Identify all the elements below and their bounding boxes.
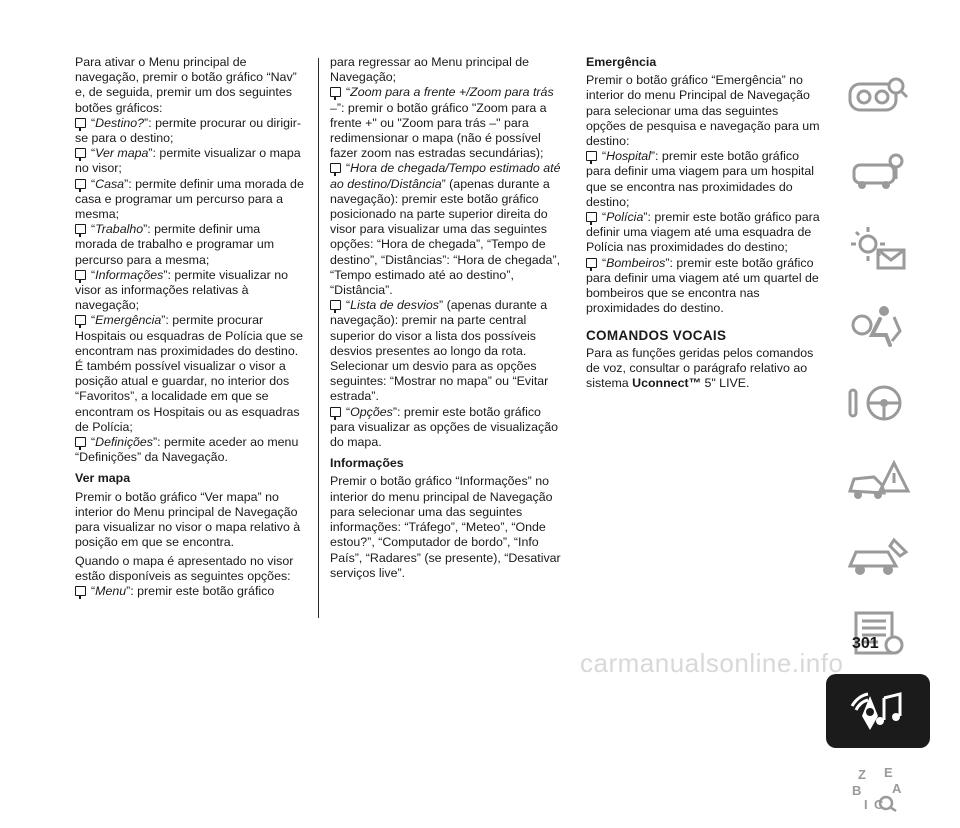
item-text: : permite visualizar o mapa no visor; <box>75 146 301 176</box>
intro-paragraph: Para ativar o Menu principal de navegação, premir o botão gráfico “Nav” e, de seguida, premir um dos seguintes botões gráficos: <box>75 55 297 115</box>
checkbox-bullet-icon <box>75 118 86 128</box>
item-label: Opções <box>350 404 393 419</box>
paragraph: Quando o mapa é apresentado no visor estão disponíveis as seguintes opções: <box>75 553 294 583</box>
list-item: “Informações”: permite visualizar no visor as informações relativas à navegação; <box>75 267 288 313</box>
list-item: “Lista de desvios” (apenas durante a navegação): premir na parte central superior do visor a lista dos possíveis desvios presentes ao longo da rota. Selecionar um desvio para as opções seguintes: “Mostrar no mapa” ou “Evitar estrada”. <box>330 298 549 404</box>
svg-text:Z: Z <box>858 767 866 782</box>
checkbox-bullet-icon <box>586 258 597 268</box>
item-text: : premir este botão gráfico para visualizar as opções de visualização do mapa. <box>330 404 558 450</box>
item-label: Emergência <box>95 313 162 328</box>
list-item: “Menu”: premir este botão gráfico <box>75 584 305 599</box>
list-item: “Hospital”: premir este botão gráfico para definir uma viagem para um hospital que se encontra nas proximidades do destino; <box>586 149 814 209</box>
list-item: “Opções”: premir este botão gráfico para visualizar as opções de visualização do mapa. <box>330 404 558 450</box>
checkbox-bullet-icon <box>586 151 597 161</box>
text-column-1 <box>75 55 305 599</box>
section-heading: Informações <box>330 456 404 471</box>
svg-text:E: E <box>884 765 893 780</box>
chapter-tabs-sidebar <box>826 58 930 828</box>
item-text: (apenas durante a navegação): premir na parte central superior do visor a lista dos possíveis desvios presentes ao longo da rota. Selecionar um desvio para as opções seguintes: “Mostrar no mapa” ou “Evitar estrada”. <box>330 298 549 404</box>
section-heading: Ver mapa <box>75 471 131 486</box>
list-item: “Trabalho”: permite definir uma morada de trabalho e programar um percurso para a mesma; <box>75 222 275 267</box>
item-label: Informações <box>95 267 164 282</box>
tab-keys[interactable] <box>826 135 930 209</box>
svg-text:B: B <box>852 783 862 798</box>
list-item: “Polícia”: premir este botão gráfico para definir uma viagem até uma esquadra de Polícia nas proximidades do destino; <box>586 210 820 255</box>
svg-text:A: A <box>892 781 902 796</box>
tab-safety[interactable] <box>826 289 930 363</box>
alphabet-index-icon <box>844 763 912 813</box>
checkbox-bullet-icon <box>330 163 341 173</box>
item-label: Hospital <box>606 149 651 164</box>
checkbox-bullet-icon <box>75 179 86 189</box>
text-column-3 <box>586 55 820 391</box>
checkbox-bullet-icon <box>75 224 86 234</box>
paragraph: Premir o botão gráfico “Emergência” no interior do menu Principal de Navegação para selecionar uma das seguintes opções de pesquisa e navegação para um destino: <box>586 73 820 149</box>
checkbox-bullet-icon <box>75 437 86 447</box>
item-label: Hora de chegada/Tempo estimado até ao destino/Distância <box>330 161 561 191</box>
item-text: : permite procurar Hospitais ou esquadras de Polícia que se encontram nas proximidades do destino. É também possível visualizar o visor a posição atual e guardar, no interior dos “Favoritos”, a localidade em que se encontram os Hospitais ou as esquadras de Polícia; <box>75 313 303 434</box>
item-label: Definições <box>95 435 153 450</box>
item-text: : premir este botão gráfico para definir uma viagem até uma esquadra de Polícia nas proximidades do destino; <box>586 210 820 255</box>
item-text: : permite definir uma morada de trabalho e programar um percurso para a mesma; <box>75 222 275 267</box>
item-label: Menu <box>95 583 127 598</box>
column-divider <box>318 58 319 618</box>
item-text: : permite definir uma morada de casa e programar um percurso para a mesma; <box>75 176 304 222</box>
list-item: “Definições”: permite aceder ao menu “Definições” da Navegação. <box>75 435 299 465</box>
checkbox-bullet-icon <box>75 148 86 158</box>
checkbox-bullet-icon <box>75 586 86 596</box>
dashboard-search-icon <box>844 70 912 120</box>
tab-maintenance[interactable] <box>826 520 930 594</box>
multimedia-icon <box>844 686 912 736</box>
text-column-2 <box>330 55 562 581</box>
checkbox-bullet-icon <box>330 87 341 97</box>
item-label: Lista de desvios <box>350 298 439 313</box>
svg-text:I: I <box>864 797 868 812</box>
checkbox-bullet-icon <box>75 270 86 280</box>
text-fragment: 5" LIVE. <box>701 376 750 391</box>
nav-options-list <box>75 116 305 466</box>
list-item: “Casa”: permite definir uma morada de casa e programar um percurso para a mesma; <box>75 176 304 222</box>
paragraph: Premir o botão gráfico “Ver mapa” no interior do Menu principal de Navegação para visualizar no visor o mapa relativo à posição em que se encontra. <box>75 489 301 550</box>
tab-warning-lights[interactable] <box>826 212 930 286</box>
sun-warning-icon <box>844 224 912 274</box>
item-label: Zoom para a frente +/Zoom para trás – <box>330 85 554 115</box>
item-text: : premir este botão gráfico para definir uma viagem até um quartel de bombeiros que se encontra nas proximidades do destino. <box>586 255 819 316</box>
checkbox-bullet-icon <box>586 212 597 222</box>
item-text: : premir o botão gráfico "Zoom para a frente +" ou "Zoom para trás –" para redimensionar o mapa (não é possível fazer zoom nas estradas secundárias); <box>330 100 547 161</box>
item-text: : permite visualizar no visor as informações relativas à navegação; <box>75 267 288 313</box>
list-item: “Destino?”: permite procurar ou dirigir-se para o destino; <box>75 115 302 146</box>
car-key-icon <box>844 147 912 197</box>
text-fragment: Para as funções geridas pelos comandos de voz, consultar o parágrafo relativo ao sistema <box>586 345 814 391</box>
checkbox-bullet-icon <box>330 300 341 310</box>
checkbox-bullet-icon <box>330 407 341 417</box>
paragraph <box>586 346 820 392</box>
product-name: Uconnect™ <box>632 376 701 391</box>
steering-wheel-icon <box>844 378 912 428</box>
item-label: Destino? <box>95 115 145 130</box>
item-text: : permite procurar ou dirigir-se para o destino; <box>75 115 302 146</box>
page-number: 301 <box>852 635 879 652</box>
item-label: Ver mapa <box>95 146 149 161</box>
item-text: : premir este botão gráfico para definir uma viagem para um hospital que se encontra nas proximidades do destino; <box>586 149 814 209</box>
item-label: Polícia <box>606 210 644 225</box>
tab-dashboard[interactable] <box>826 58 930 132</box>
tab-driving[interactable] <box>826 366 930 440</box>
airbag-seat-icon <box>844 301 912 351</box>
item-label: Trabalho <box>95 222 144 237</box>
list-item: “Bombeiros”: premir este botão gráfico para definir uma viagem até um quartel de bombeiros que se encontra nas proximidades do destino. <box>586 255 819 316</box>
section-title: COMANDOS VOCAIS <box>586 328 727 344</box>
list-item: “Emergência”: permite procurar Hospitais ou esquadras de Polícia que se encontram nas proximidades do destino. É também possível visualizar o visor a posição atual e guardar, no interior dos “Favoritos”, a localidade em que se encontram os Hospitais ou as esquadras de Polícia; <box>75 313 303 434</box>
list-item: “Hora de chegada/Tempo estimado até ao destino/Distância” (apenas durante a navegação): premir este botão gráfico posicionado na parte superior direita do visor para visualizar uma das seguintes opções: “Hora de chegada”, “Tempo de destino”, “Distâncias”: “Hora de chegada”, “Tempo estimado até ao destino”, “Distância”. <box>330 161 561 298</box>
item-label: Casa <box>95 176 125 191</box>
item-text: (apenas durante a navegação): premir este botão gráfico posicionado na parte superior direita do visor para visualizar uma das seguintes opções: “Hora de chegada”, “Tempo de destino”, “Distâncias”: “Hora de chegada”, “Tempo estimado até ao destino”, “Distância”. <box>330 176 561 298</box>
item-label: Bombeiros <box>606 255 666 270</box>
tab-index[interactable] <box>826 751 930 825</box>
checkbox-bullet-icon <box>75 315 86 325</box>
svg-text:C: C <box>874 797 884 812</box>
tab-emergency[interactable] <box>826 443 930 517</box>
car-crash-warning-icon <box>844 455 912 505</box>
paragraph: Premir o botão gráfico “Informações” no interior do menu principal de Navegação para selecionar uma das seguintes informações: “Tráfego”, “Meteo”, “Onde estou?”, “Computador de bordo”, “Info País”, “Radares” (se presente), “Desativar serviços live”. <box>330 474 561 580</box>
car-maintenance-icon <box>844 532 912 582</box>
watermark: carmanualsonline.info <box>580 648 844 678</box>
list-item: “Ver mapa”: permite visualizar o mapa no visor; <box>75 146 301 176</box>
item-text: : premir este botão gráfico <box>130 583 275 598</box>
tab-multimedia[interactable] <box>826 674 930 748</box>
list-item: “Zoom para a frente +/Zoom para trás –”: premir o botão gráfico "Zoom para a frente +" ou "Zoom para trás –" para redimensionar o mapa (não é possível fazer zoom nas estradas secundárias); <box>330 85 554 161</box>
section-heading: Emergência <box>586 55 657 69</box>
paragraph: para regressar ao Menu principal de Navegação; <box>330 55 530 85</box>
item-text: : permite aceder ao menu “Definições” da Navegação. <box>75 435 299 465</box>
